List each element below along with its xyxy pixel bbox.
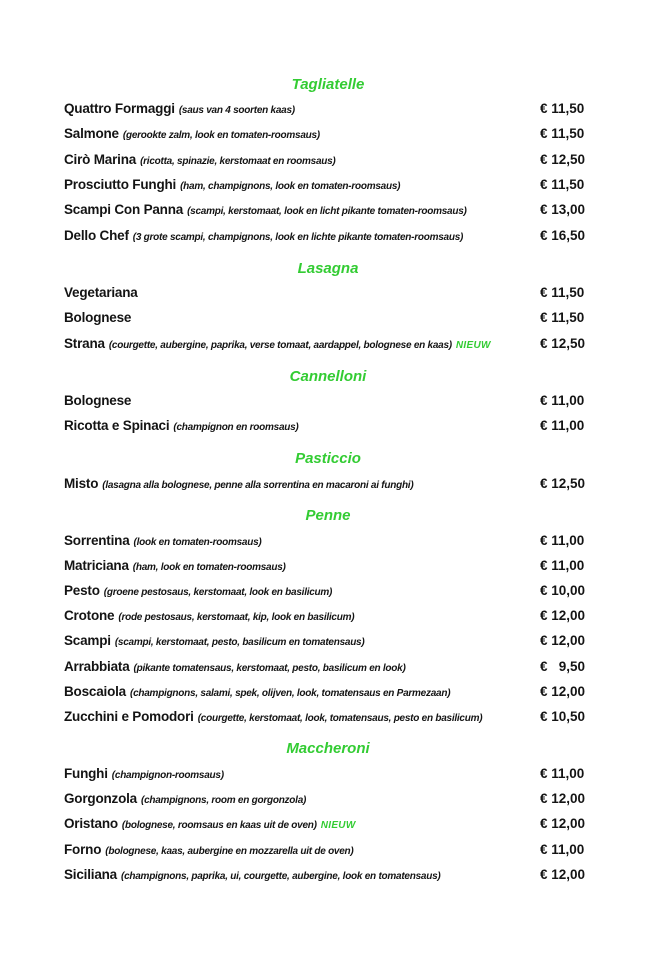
menu-item bbox=[64, 684, 594, 704]
menu-item bbox=[64, 101, 594, 121]
item-price: € 12,00 bbox=[540, 684, 586, 699]
section-title: Penne bbox=[305, 507, 351, 524]
menu-item bbox=[64, 285, 594, 305]
item-price: € 11,00 bbox=[540, 418, 585, 433]
item-name: Gorgonzola bbox=[64, 791, 137, 806]
item-name: Zucchini e Pomodori bbox=[64, 709, 194, 724]
item-price: € 11,50 bbox=[540, 126, 585, 141]
menu-item bbox=[64, 476, 594, 496]
item-name: Bolognese bbox=[64, 310, 132, 325]
menu-item bbox=[64, 659, 594, 679]
item-description: (ricotta, spinazie, kerstomaat en roomsaus) bbox=[140, 156, 336, 167]
item-price: € 11,00 bbox=[540, 558, 585, 573]
item-price: € 11,50 bbox=[540, 285, 585, 300]
menu-item bbox=[64, 418, 594, 438]
item-price: € 11,00 bbox=[540, 533, 585, 548]
item-description: (champignon en roomsaus) bbox=[173, 422, 299, 433]
item-name: Funghi bbox=[64, 766, 108, 781]
item-name: Arrabbiata bbox=[64, 659, 130, 674]
item-name: Ricotta e Spinaci bbox=[64, 418, 170, 433]
item-price: € 12,50 bbox=[540, 152, 586, 167]
menu-item bbox=[64, 608, 594, 628]
item-name: Dello Chef bbox=[64, 228, 129, 243]
item-name: Scampi bbox=[64, 633, 111, 648]
item-name: Forno bbox=[64, 842, 102, 857]
menu-item bbox=[64, 310, 594, 330]
item-description: (champignons, paprika, ui, courgette, aubergine, look en tomatensaus) bbox=[120, 871, 441, 882]
item-description: (bolognese, kaas, aubergine en mozzarella uit de oven) bbox=[105, 846, 354, 857]
item-name: Boscaiola bbox=[64, 684, 126, 699]
item-name: Prosciutto Funghi bbox=[64, 177, 177, 192]
item-price: € 12,00 bbox=[540, 791, 586, 806]
menu-item bbox=[64, 709, 594, 729]
section-title: Lasagna bbox=[297, 260, 359, 277]
item-description: (gerookte zalm, look en tomaten-roomsaus) bbox=[122, 130, 320, 141]
item-price: € 11,50 bbox=[540, 101, 585, 116]
item-price: € 9,50 bbox=[540, 659, 586, 674]
item-price: € 11,00 bbox=[540, 842, 585, 857]
item-description: (scampi, kerstomaat, look en licht pikante tomaten-roomsaus) bbox=[187, 206, 467, 217]
menu-item bbox=[64, 867, 594, 887]
item-name: Sorrentina bbox=[64, 533, 130, 548]
menu-item bbox=[64, 842, 594, 862]
new-badge: NIEUW bbox=[320, 820, 356, 831]
item-price: € 16,50 bbox=[540, 228, 586, 243]
item-name: Bolognese bbox=[64, 393, 132, 408]
item-price: € 12,50 bbox=[540, 336, 586, 351]
item-description: (groene pestosaus, kerstomaat, look en basilicum) bbox=[103, 587, 333, 598]
item-description: (ham, look en tomaten-roomsaus) bbox=[132, 562, 286, 573]
item-name: Strana bbox=[64, 336, 105, 351]
new-badge: NIEUW bbox=[455, 340, 491, 351]
item-price: € 12,50 bbox=[540, 476, 586, 491]
item-price: € 12,00 bbox=[540, 608, 586, 623]
item-description: (saus van 4 soorten kaas) bbox=[178, 105, 295, 116]
section-title: Tagliatelle bbox=[291, 76, 365, 93]
menu-item bbox=[64, 202, 594, 222]
item-name: Matriciana bbox=[64, 558, 129, 573]
item-price: € 13,00 bbox=[540, 202, 586, 217]
menu-item bbox=[64, 766, 594, 786]
item-price: € 11,50 bbox=[540, 310, 585, 325]
item-name: Quattro Formaggi bbox=[64, 101, 175, 116]
menu-item bbox=[64, 558, 594, 578]
item-name: Misto bbox=[64, 476, 99, 491]
item-description: (courgette, aubergine, paprika, verse tomaat, aardappel, bolognese en kaas) bbox=[108, 340, 452, 351]
menu-item bbox=[64, 393, 594, 413]
menu-item bbox=[64, 126, 594, 146]
item-description: (3 grote scampi, champignons, look en lichte pikante tomaten-roomsaus) bbox=[132, 232, 464, 243]
item-description: (ham, champignons, look en tomaten-roomsaus) bbox=[180, 181, 401, 192]
section-title: Maccheroni bbox=[286, 740, 370, 757]
item-price: € 12,00 bbox=[540, 816, 586, 831]
item-description: (bolognese, roomsaus en kaas uit de oven) bbox=[121, 820, 317, 831]
item-price: € 12,00 bbox=[540, 867, 586, 882]
menu-item bbox=[64, 228, 594, 248]
item-description: (champignon-roomsaus) bbox=[111, 770, 224, 781]
item-price: € 12,00 bbox=[540, 633, 586, 648]
menu-item bbox=[64, 816, 594, 836]
item-description: (rode pestosaus, kerstomaat, kip, look en basilicum) bbox=[118, 612, 355, 623]
item-name: Pesto bbox=[64, 583, 100, 598]
item-name: Scampi Con Panna bbox=[64, 202, 184, 217]
menu-item bbox=[64, 152, 594, 172]
item-price: € 11,00 bbox=[540, 766, 585, 781]
item-description: (scampi, kerstomaat, pesto, basilicum en tomatensaus) bbox=[114, 637, 365, 648]
menu-item bbox=[64, 633, 594, 653]
item-name: Oristano bbox=[64, 816, 118, 831]
menu-item bbox=[64, 791, 594, 811]
item-name: Vegetariana bbox=[64, 285, 138, 300]
item-description: (look en tomaten-roomsaus) bbox=[133, 537, 262, 548]
item-description: (pikante tomatensaus, kerstomaat, pesto, basilicum en look) bbox=[133, 663, 406, 674]
item-price: € 10,50 bbox=[540, 709, 586, 724]
item-price: € 10,00 bbox=[540, 583, 586, 598]
section-title: Pasticcio bbox=[295, 450, 361, 467]
item-description: (champignons, room en gorgonzola) bbox=[141, 795, 307, 806]
item-description: (lasagna alla bolognese, penne alla sorrentina en macaroni ai funghi) bbox=[102, 480, 414, 491]
menu-item bbox=[64, 177, 594, 197]
item-description: (courgette, kerstomaat, look, tomatensaus, pesto en basilicum) bbox=[197, 713, 483, 724]
menu-item bbox=[64, 336, 594, 356]
section-title: Cannelloni bbox=[289, 368, 367, 385]
menu-item bbox=[64, 583, 594, 603]
item-name: Crotone bbox=[64, 608, 115, 623]
item-price: € 11,50 bbox=[540, 177, 585, 192]
item-name: Salmone bbox=[64, 126, 119, 141]
item-name: Siciliana bbox=[64, 867, 117, 882]
menu-item bbox=[64, 533, 594, 553]
item-description: (champignons, salami, spek, olijven, look, tomatensaus en Parmezaan) bbox=[129, 688, 451, 699]
item-price: € 11,00 bbox=[540, 393, 585, 408]
item-name: Cirò Marina bbox=[64, 152, 137, 167]
